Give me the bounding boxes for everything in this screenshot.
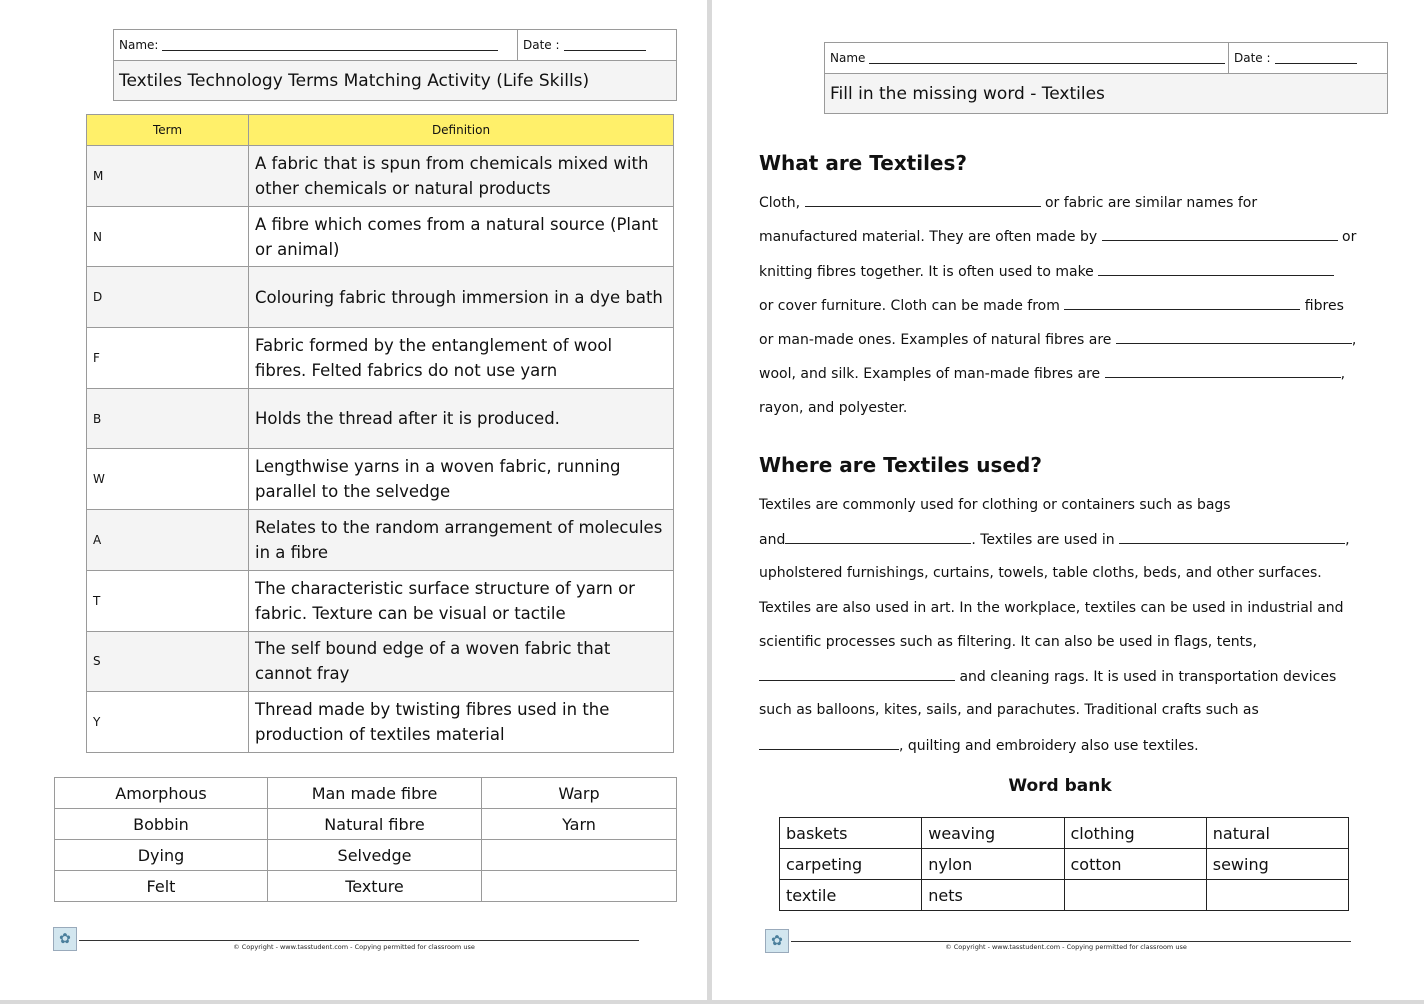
definition-cell: The self bound edge of a woven fabric that cannot fray bbox=[249, 631, 674, 692]
left-header-box bbox=[113, 29, 677, 101]
word-bank-table bbox=[779, 817, 1349, 911]
term-cell[interactable]: N bbox=[87, 206, 249, 267]
blank-field[interactable] bbox=[759, 737, 899, 750]
text: knitting fibres together. It is often used to make bbox=[759, 264, 1094, 280]
word-bank-cell: nylon bbox=[922, 849, 1064, 880]
paragraph-line bbox=[759, 668, 1359, 685]
footer-divider bbox=[79, 940, 639, 941]
text: , quilting and embroidery also use textiles. bbox=[899, 738, 1199, 754]
term-cell[interactable]: T bbox=[87, 570, 249, 631]
name-field[interactable] bbox=[114, 30, 518, 60]
text: or bbox=[1342, 229, 1357, 245]
term-cell[interactable]: F bbox=[87, 328, 249, 389]
blank-field[interactable] bbox=[1105, 365, 1341, 378]
table-row bbox=[87, 388, 674, 449]
term-cell[interactable]: W bbox=[87, 449, 249, 510]
word-cell: Felt bbox=[55, 871, 268, 902]
table-row bbox=[87, 267, 674, 328]
right-header-box bbox=[824, 42, 1388, 114]
word-cell: Natural fibre bbox=[268, 809, 482, 840]
definition-cell: A fibre which comes from a natural source (Plant or animal) bbox=[249, 206, 674, 267]
paragraph-line bbox=[759, 297, 1359, 314]
term-cell[interactable]: S bbox=[87, 631, 249, 692]
term-column-header: Term bbox=[87, 115, 249, 146]
definition-cell: A fabric that is spun from chemicals mixed with other chemicals or natural products bbox=[249, 146, 674, 207]
text: such as balloons, kites, sails, and parachutes. Traditional crafts such as bbox=[759, 702, 1259, 718]
name-field[interactable] bbox=[825, 43, 1229, 73]
date-label: Date : bbox=[523, 38, 560, 52]
text: , bbox=[1340, 366, 1346, 382]
blank-field[interactable] bbox=[785, 531, 971, 544]
text: or man-made ones. Examples of natural fibres are bbox=[759, 332, 1112, 348]
paragraph-line bbox=[759, 400, 1359, 416]
table-row bbox=[87, 510, 674, 571]
text: Textiles are commonly used for clothing or containers such as bags bbox=[759, 497, 1231, 513]
paragraph-line bbox=[759, 565, 1359, 581]
text: and cleaning rags. It is used in transportation devices bbox=[959, 669, 1337, 685]
word-bank-title: Word bank bbox=[1008, 776, 1112, 796]
word-cell: Dying bbox=[55, 840, 268, 871]
word-bank-cell: weaving bbox=[922, 818, 1064, 849]
word-bank-cell: nets bbox=[922, 880, 1064, 911]
text: upholstered furnishings, curtains, towels, table cloths, beds, and other surfaces. bbox=[759, 565, 1322, 581]
word-cell: Texture bbox=[268, 871, 482, 902]
table-row bbox=[87, 328, 674, 389]
definition-cell: Relates to the random arrangement of molecules in a fibre bbox=[249, 510, 674, 571]
blank-field[interactable] bbox=[759, 668, 955, 681]
blank-field[interactable] bbox=[1064, 297, 1300, 310]
word-cell: Man made fibre bbox=[268, 778, 482, 809]
text: wool, and silk. Examples of man-made fibres are bbox=[759, 366, 1101, 382]
word-cell bbox=[482, 840, 677, 871]
word-bank-cell bbox=[1206, 880, 1348, 911]
footer-copyright: © Copyright - www.tasstudent.com - Copying permitted for classroom use bbox=[945, 943, 1187, 951]
blank-field[interactable] bbox=[1102, 228, 1338, 241]
paragraph-line bbox=[759, 737, 1359, 754]
paragraph-line bbox=[759, 497, 1359, 513]
section-heading-where: Where are Textiles used? bbox=[759, 453, 1042, 477]
blank-field[interactable] bbox=[805, 194, 1041, 207]
worksheet-title: Textiles Technology Terms Matching Activity (Life Skills) bbox=[114, 61, 676, 100]
name-label: Name bbox=[830, 51, 866, 65]
definition-cell: Lengthwise yarns in a woven fabric, running parallel to the selvedge bbox=[249, 449, 674, 510]
tasstudent-logo-icon: ✿ bbox=[53, 927, 77, 951]
text: and bbox=[759, 532, 786, 548]
term-cell[interactable]: B bbox=[87, 388, 249, 449]
text: , bbox=[1345, 532, 1350, 548]
term-cell[interactable]: A bbox=[87, 510, 249, 571]
word-bank-cell: cotton bbox=[1064, 849, 1206, 880]
text: or cover furniture. Cloth can be made from bbox=[759, 298, 1060, 314]
footer-divider bbox=[791, 941, 1351, 942]
term-cell[interactable]: Y bbox=[87, 692, 249, 753]
text: , bbox=[1351, 332, 1357, 348]
table-row bbox=[87, 692, 674, 753]
definition-cell: Fabric formed by the entanglement of wool fibres. Felted fabrics do not use yarn bbox=[249, 328, 674, 389]
text: rayon, and polyester. bbox=[759, 400, 908, 416]
word-cell: Yarn bbox=[482, 809, 677, 840]
definition-cell: Colouring fabric through immersion in a dye bath bbox=[249, 267, 674, 328]
table-row bbox=[87, 146, 674, 207]
date-field[interactable] bbox=[518, 30, 676, 60]
blank-field[interactable] bbox=[1119, 531, 1345, 544]
definition-cell: The characteristic surface structure of yarn or fabric. Texture can be visual or tactile bbox=[249, 570, 674, 631]
word-bank-cell: natural bbox=[1206, 818, 1348, 849]
date-field[interactable] bbox=[1229, 43, 1387, 73]
term-cell[interactable]: D bbox=[87, 267, 249, 328]
text: or fabric are similar names for bbox=[1044, 195, 1258, 211]
word-bank-cell: clothing bbox=[1064, 818, 1206, 849]
paragraph-line bbox=[759, 263, 1359, 280]
word-bank-cell: baskets bbox=[780, 818, 922, 849]
blank-field[interactable] bbox=[1098, 263, 1334, 276]
name-label: Name: bbox=[119, 38, 159, 52]
word-cell: Amorphous bbox=[55, 778, 268, 809]
paragraph-line bbox=[759, 194, 1359, 211]
paragraph-line bbox=[759, 634, 1359, 650]
date-label: Date : bbox=[1234, 51, 1271, 65]
terms-matching-table bbox=[86, 114, 674, 753]
term-cell[interactable]: M bbox=[87, 146, 249, 207]
definition-cell: Thread made by twisting fibres used in the production of textiles material bbox=[249, 692, 674, 753]
paragraph-line bbox=[759, 331, 1359, 348]
worksheet-page-left bbox=[0, 0, 707, 1000]
terms-word-list bbox=[54, 777, 677, 902]
word-cell: Warp bbox=[482, 778, 677, 809]
footer-copyright: © Copyright - www.tasstudent.com - Copying permitted for classroom use bbox=[233, 943, 475, 951]
word-cell: Selvedge bbox=[268, 840, 482, 871]
paragraph-line bbox=[759, 702, 1359, 718]
blank-field[interactable] bbox=[1116, 331, 1352, 344]
table-row bbox=[87, 570, 674, 631]
text: manufactured material. They are often made by bbox=[759, 229, 1098, 245]
definition-column-header: Definition bbox=[249, 115, 674, 146]
table-row bbox=[87, 631, 674, 692]
word-cell: Bobbin bbox=[55, 809, 268, 840]
text: scientific processes such as filtering. It can also be used in flags, tents, bbox=[759, 634, 1257, 650]
text: Cloth, bbox=[759, 195, 801, 211]
word-bank-cell: sewing bbox=[1206, 849, 1348, 880]
paragraph-line bbox=[759, 531, 1359, 548]
word-bank-cell: carpeting bbox=[780, 849, 922, 880]
table-row bbox=[87, 449, 674, 510]
definition-cell: Holds the thread after it is produced. bbox=[249, 388, 674, 449]
worksheet-title: Fill in the missing word - Textiles bbox=[825, 74, 1387, 113]
section-heading-what: What are Textiles? bbox=[759, 151, 967, 175]
word-cell bbox=[482, 871, 677, 902]
word-bank-cell: textile bbox=[780, 880, 922, 911]
paragraph-line bbox=[759, 600, 1359, 616]
text: . Textiles are used in bbox=[971, 532, 1115, 548]
word-bank-cell bbox=[1064, 880, 1206, 911]
text: fibres bbox=[1304, 298, 1344, 314]
tasstudent-logo-icon: ✿ bbox=[765, 929, 789, 953]
paragraph-line bbox=[759, 228, 1359, 245]
text: Textiles are also used in art. In the workplace, textiles can be used in industrial and bbox=[759, 600, 1344, 616]
paragraph-line bbox=[759, 365, 1359, 382]
table-row bbox=[87, 206, 674, 267]
